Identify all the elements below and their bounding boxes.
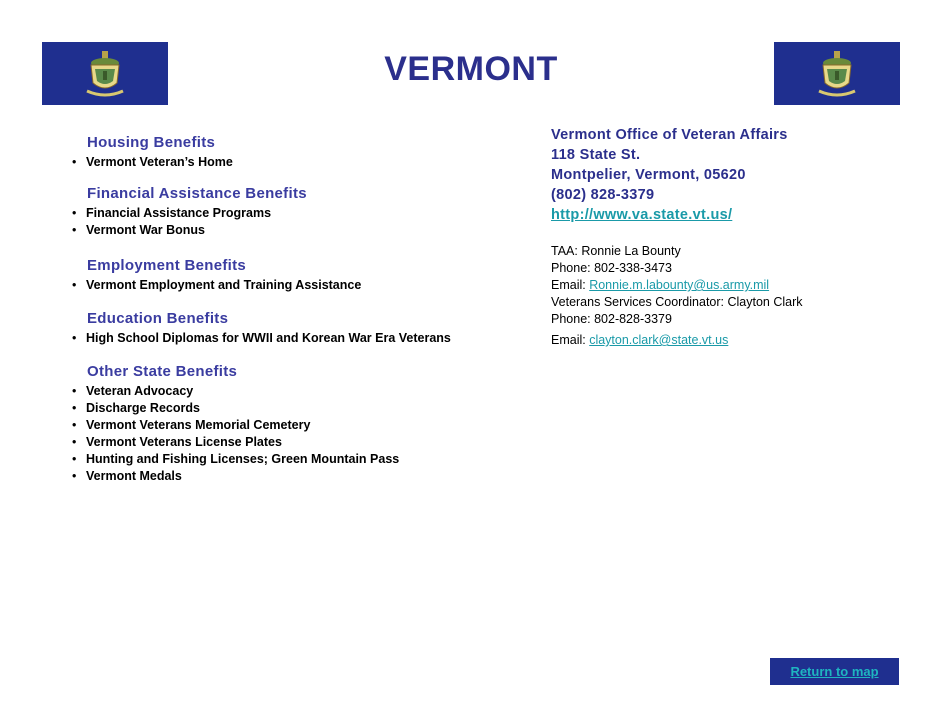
section-title: Financial Assistance Benefits (87, 185, 307, 202)
office-phone: (802) 828-3379 (551, 187, 655, 203)
section-title: Other State Benefits (87, 363, 238, 380)
taa-phone: Phone: 802-338-3473 (551, 261, 672, 275)
office-website-link[interactable]: http://www.va.state.vt.us/ (551, 207, 733, 223)
section-education (70, 310, 520, 347)
coordinator-name: Veterans Services Coordinator: Clayton Clark (551, 295, 803, 309)
section-title: Education Benefits (87, 310, 229, 327)
list-item[interactable]: • High School Diplomas for WWII and Korean War Era Veterans (70, 330, 520, 347)
coordinator-email-link[interactable]: clayton.clark@state.vt.us (589, 333, 729, 347)
section-housing (70, 134, 520, 171)
list-item[interactable]: • Discharge Records (70, 400, 520, 417)
benefits-list (70, 134, 520, 495)
section-title: Housing Benefits (87, 134, 216, 151)
email-label: Email: (551, 278, 590, 292)
vermont-coat-of-arms-icon (817, 49, 857, 99)
section-title: Employment Benefits (87, 257, 247, 274)
return-to-map-label[interactable]: Return to map (790, 664, 879, 679)
office-name: Vermont Office of Veteran Affairs (551, 127, 788, 143)
taa-email-link[interactable]: Ronnie.m.labounty@us.army.mil (589, 278, 770, 292)
email-label: Email: (551, 333, 590, 347)
coordinator-email-row (551, 332, 921, 349)
contacts (551, 243, 921, 349)
section-employment (70, 257, 520, 294)
section-financial (70, 185, 520, 239)
taa-email-row (551, 277, 921, 294)
list-item[interactable]: • Vermont War Bonus (70, 222, 520, 239)
list-item[interactable]: • Vermont Employment and Training Assistance (70, 277, 520, 294)
taa-name: TAA: Ronnie La Bounty (551, 244, 681, 258)
vermont-flag-right (774, 42, 900, 105)
contact-panel (551, 125, 921, 349)
office-street: 118 State St. (551, 147, 641, 163)
list-item[interactable]: • Vermont Veterans License Plates (70, 434, 520, 451)
office-city: Montpelier, Vermont, 05620 (551, 167, 746, 183)
list-item[interactable]: • Vermont Veterans Memorial Cemetery (70, 417, 520, 434)
list-item[interactable]: • Vermont Veteran’s Home (70, 154, 520, 171)
list-item[interactable]: • Financial Assistance Programs (70, 205, 520, 222)
list-item[interactable]: • Hunting and Fishing Licenses; Green Mountain Pass (70, 451, 520, 468)
page-title: VERMONT (384, 50, 558, 88)
list-item[interactable]: • Veteran Advocacy (70, 383, 520, 400)
return-to-map-button[interactable] (770, 658, 899, 685)
section-other (70, 363, 520, 485)
coordinator-phone: Phone: 802-828-3379 (551, 312, 672, 326)
list-item[interactable]: • Vermont Medals (70, 468, 520, 485)
